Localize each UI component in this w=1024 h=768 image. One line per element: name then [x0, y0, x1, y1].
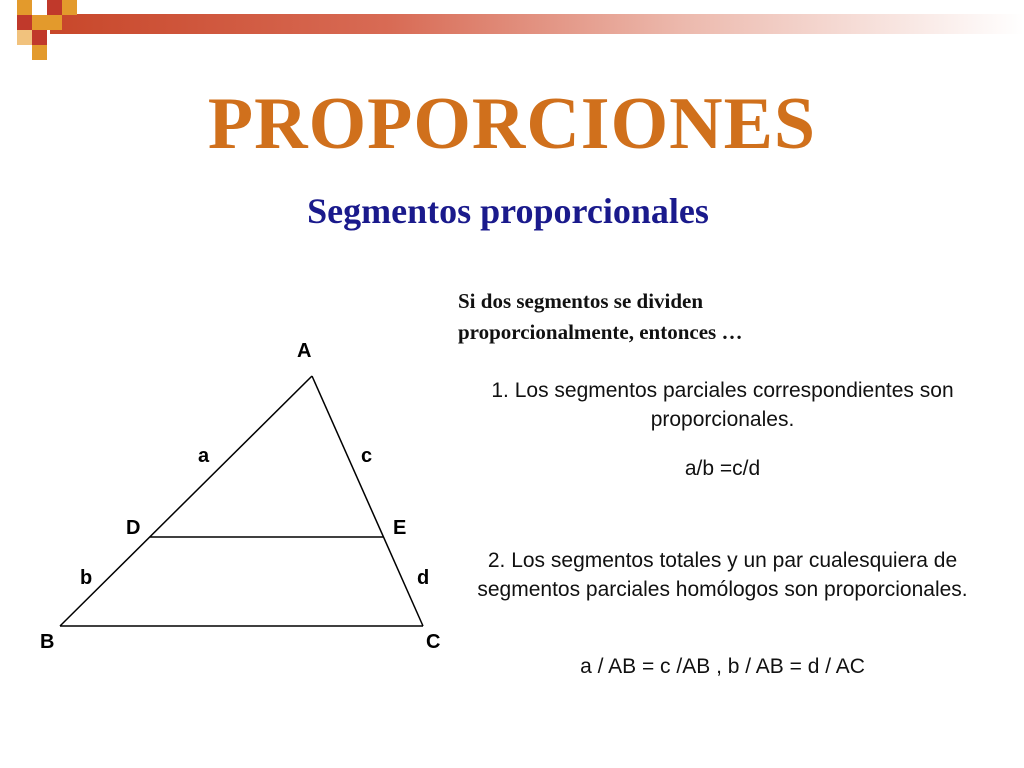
page-title: PROPORCIONES [207, 83, 817, 165]
statement-1: 1. Los segmentos parciales correspondientes son proporcionales. [491, 379, 954, 431]
segment-label-a: a [198, 445, 210, 467]
vertex-label-c: C [426, 631, 441, 653]
page-subtitle: Segmentos proporcionales [307, 191, 709, 231]
intro-text: Si dos segmentos se dividen proporcionalmente, entonces … [458, 289, 743, 344]
formula-1: a/b =c/d [684, 457, 761, 480]
vertex-label-a: A [297, 340, 312, 362]
side-ab [60, 376, 312, 626]
segment-label-d: d [417, 567, 430, 589]
vertex-label-d: D [126, 517, 141, 539]
triangle-diagram [0, 320, 480, 670]
segment-label-c: c [361, 445, 373, 467]
statement-2: 2. Los segmentos totales y un par cualesquiera de segmentos parciales homólogos son proporcionales. [477, 549, 968, 601]
vertex-label-b: B [40, 631, 55, 653]
side-ac [312, 376, 423, 626]
header-gradient-bar [50, 14, 1024, 34]
formula-2: a / AB = c /AB , b / AB = d / AC [580, 655, 865, 678]
vertex-label-e: E [393, 517, 407, 539]
segment-label-b: b [80, 567, 93, 589]
